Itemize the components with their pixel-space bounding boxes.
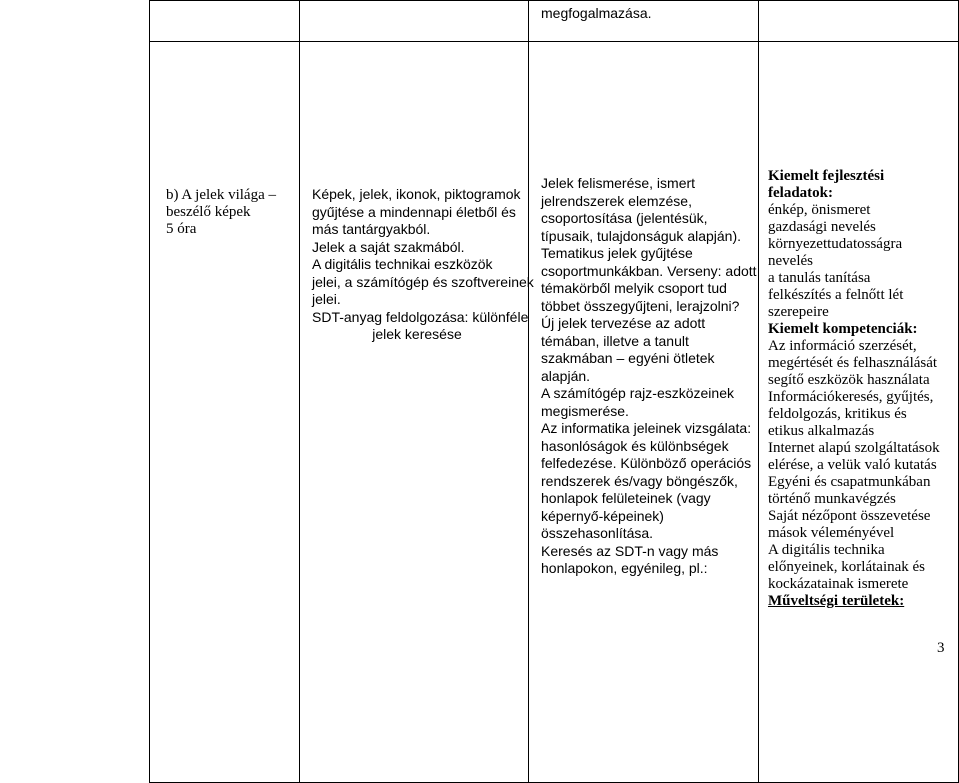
content-line: A digitális technikai eszközök: [312, 256, 493, 272]
activity-line: szakmában – egyéni ötletek: [541, 350, 715, 366]
competency-item: segítő eszközök használata: [768, 372, 930, 388]
cell-activities: [529, 42, 759, 783]
task-item: környezettudatosságra: [768, 236, 903, 252]
competency-item: etikus alkalmazás: [768, 423, 875, 439]
activity-line: Tematikus jelek gyűjtése: [541, 245, 693, 261]
activity-line: típusaik, tulajdonságuk alapján).: [541, 227, 742, 244]
task-item: szerepeire: [768, 304, 829, 320]
task-item: gazdasági nevelés: [768, 219, 876, 235]
cell-topic: [150, 42, 300, 783]
task-item: énkép, önismeret: [768, 202, 871, 218]
page-number: 3: [937, 640, 945, 656]
competency-item: kockázatainak ismerete: [768, 576, 909, 592]
competency-item: történő munkavégzés: [768, 491, 896, 507]
activity-line: Keresés az SDT-n vagy más: [541, 542, 719, 559]
activity-line: alapján.: [541, 367, 591, 384]
cell-content: [300, 42, 534, 783]
content-line: jelei, a számítógép és szoftvereinek: [312, 273, 534, 290]
activity-line: jelrendszerek elemzése,: [541, 192, 692, 209]
activity-line: összehasonlítása.: [541, 525, 654, 541]
content-line: más tantárgyakból.: [312, 221, 431, 237]
cell-activities-previous: [529, 1, 759, 42]
task-item: a tanulás tanítása: [768, 270, 871, 286]
goals-heading-fields: Műveltségi területek:: [768, 593, 905, 609]
cell-topic-previous: [150, 1, 300, 42]
activity-line: Jelek felismerése, ismert: [541, 175, 696, 191]
competency-item: A digitális technika: [768, 542, 885, 558]
task-item: felkészítés a felnőtt lét: [768, 287, 904, 303]
activity-line: honlapok felületeinek (vagy: [541, 490, 711, 506]
activity-line: megismerése.: [541, 402, 629, 419]
task-item: nevelés: [768, 253, 813, 269]
competency-item: mások véleményével: [768, 525, 895, 541]
content-line-centered: jelek keresése: [372, 326, 462, 342]
topic-title-line: b) A jelek világa –: [166, 187, 276, 203]
content-line-centered: SDT-anyag feldolgozása: különféle: [312, 308, 529, 325]
activity-line: honlapokon, egyénileg, pl.:: [541, 560, 708, 576]
previous-activity-text: megfogalmazása.: [541, 5, 652, 21]
activity-line: Az informatika jeleinek vizsgálata:: [541, 420, 752, 436]
goals-heading-tasks: feladatok:: [768, 185, 833, 201]
activity-line: csoportosítása (jelentésük,: [541, 210, 708, 226]
content-line: jelei.: [312, 291, 341, 307]
activity-line: A számítógép rajz-eszközeinek: [541, 385, 734, 401]
activity-line: felfedezése. Különböző operációs: [541, 455, 752, 471]
activity-line: Új jelek tervezése az adott: [541, 315, 706, 331]
cell-goals: [759, 42, 959, 783]
competency-item: Információkeresés, gyűjtés,: [768, 389, 934, 405]
competency-item: megértését és felhasználását: [768, 355, 938, 371]
competency-item: Az információ szerzését,: [768, 338, 917, 354]
activity-line: témában, illetve a tanult: [541, 332, 689, 349]
cell-content-previous: [300, 1, 529, 42]
competency-item: Egyéni és csapatmunkában: [768, 474, 931, 490]
activity-line: csoportmunkákban. Verseny: adott: [541, 262, 757, 279]
goals-heading-competencies: Kiemelt kompetenciák:: [768, 321, 918, 337]
table-row-previous: [150, 1, 959, 42]
table-row: [150, 42, 959, 783]
content-line: Jelek a saját szakmából.: [312, 238, 465, 255]
topic-hours: 5 óra: [166, 221, 197, 237]
activity-line: rendszerek és/vagy böngészők,: [541, 472, 738, 489]
content-line: Képek, jelek, ikonok, piktogramok: [312, 186, 521, 202]
competency-item: feldolgozás, kritikus és: [768, 406, 907, 422]
topic-title-line: beszélő képek: [166, 204, 251, 220]
goals-heading-tasks: Kiemelt fejlesztési: [768, 168, 885, 184]
activity-line: többet összegyűjteni, lerajzolni?: [541, 297, 740, 314]
content-line: gyűjtése a mindennapi életből és: [312, 203, 516, 220]
activity-line: témakörből melyik csoport tud: [541, 280, 727, 296]
curriculum-table: [149, 0, 959, 783]
activity-line: képernyő-képeinek): [541, 507, 664, 524]
cell-goals-previous: [759, 1, 959, 42]
competency-item: Internet alapú szolgáltatások: [768, 440, 940, 456]
activity-line: hasonlóságok és különbségek: [541, 437, 729, 454]
competency-item: Saját nézőpont összevetése: [768, 508, 931, 524]
competency-item: elérése, a velük való kutatás: [768, 457, 937, 473]
competency-item: előnyeinek, korlátainak és: [768, 559, 926, 575]
